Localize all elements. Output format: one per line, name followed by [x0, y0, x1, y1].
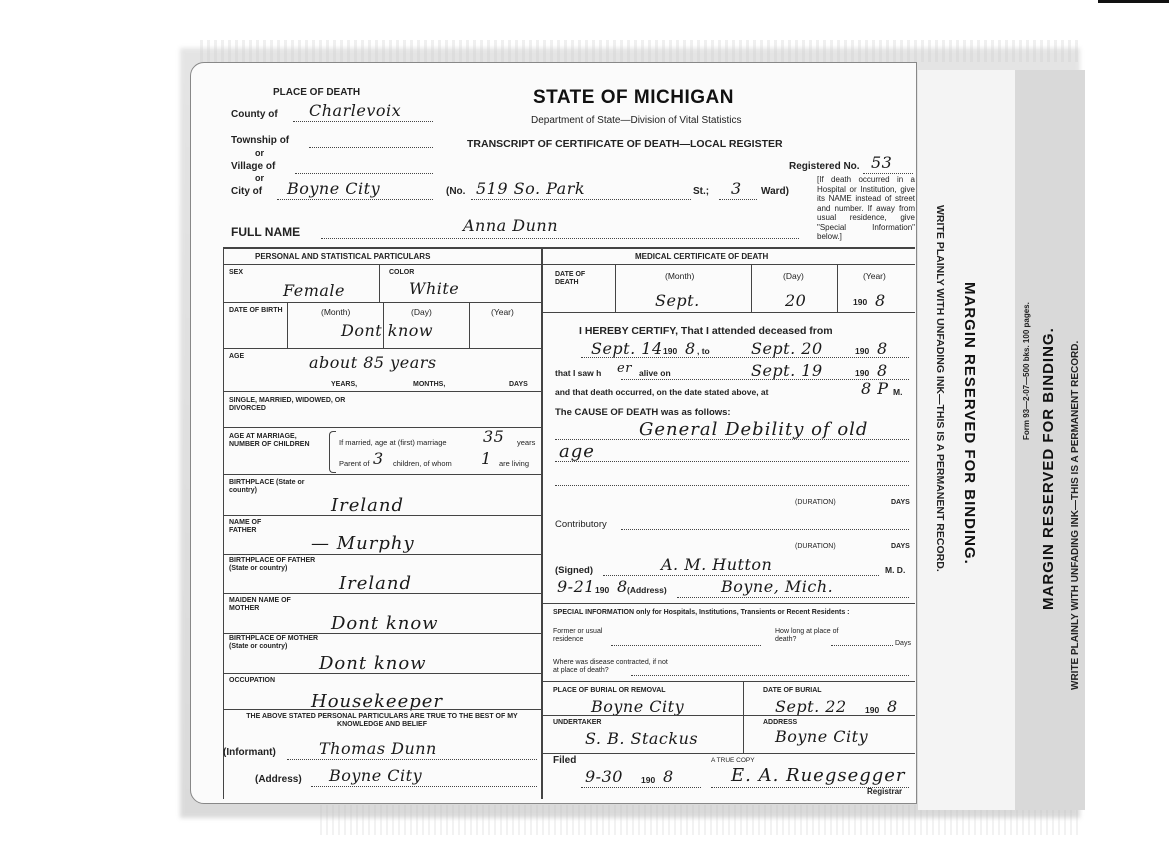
- sign-year-prefix: 190: [595, 585, 610, 595]
- township-line: [309, 147, 433, 148]
- ward-line: [719, 199, 757, 200]
- medical-heading: MEDICAL CERTIFICATE OF DEATH: [635, 252, 769, 261]
- death-certificate: [190, 62, 917, 804]
- cause-line-2: age: [559, 441, 595, 462]
- dob-label: DATE OF BIRTH: [229, 307, 283, 314]
- registrar-label: Registrar: [867, 787, 903, 796]
- filed-year-prefix: 190: [641, 775, 656, 785]
- age-days-label: DAYS: [509, 381, 528, 388]
- father-birthplace-label: BIRTHPLACE OF FATHER (State or country): [229, 557, 316, 572]
- how-long-days: Days: [895, 640, 911, 647]
- are-living-label: are living: [499, 459, 530, 468]
- rule: [541, 681, 915, 682]
- undertaker-label: UNDERTAKER: [553, 719, 602, 726]
- death-year-label: (Year): [863, 271, 886, 281]
- time-value: 8 P: [861, 379, 889, 398]
- ward-value: 3: [731, 179, 742, 198]
- death-month-label: (Month): [665, 271, 695, 281]
- rule: [541, 312, 915, 313]
- last-saw-suffix: er: [617, 361, 632, 376]
- rule: [223, 554, 541, 555]
- parent-of-label: Parent of: [339, 459, 370, 468]
- sign-date-value: 9-21: [557, 577, 595, 596]
- or-text-2: or: [255, 173, 264, 183]
- rule: [469, 302, 470, 348]
- death-year-prefix: 190: [853, 297, 868, 307]
- occupation-value: Housekeeper: [311, 691, 444, 712]
- md-address-label: (Address): [627, 585, 667, 595]
- rule: [751, 264, 752, 312]
- ward-label: Ward): [761, 186, 789, 197]
- mother-value: Dont know: [331, 613, 439, 634]
- sex-label: SEX: [229, 269, 244, 276]
- filed-label: Filed: [553, 755, 577, 766]
- rule: [287, 302, 288, 348]
- attestation-text: THE ABOVE STATED PERSONAL PARTICULARS ARE TRUE TO THE BEST OF MY KNOWLEDGE AND BELIEF: [246, 713, 518, 728]
- rule: [631, 675, 909, 676]
- attended-from-year-prefix: 190: [663, 346, 678, 356]
- city-line: [277, 199, 433, 200]
- former-residence-label: Former or usual residence: [553, 628, 603, 643]
- burial-year-prefix: 190: [865, 705, 880, 715]
- true-copy-label: A TRUE COPY: [711, 757, 755, 764]
- burial-year: 8: [887, 697, 898, 716]
- marriage-age-value: 35: [483, 427, 505, 446]
- rule: [541, 715, 915, 716]
- informant-value: Thomas Dunn: [319, 739, 437, 758]
- rule: [223, 709, 541, 710]
- burial-place-value: Boyne City: [591, 697, 685, 716]
- if-married-label: If married, age at (first) marriage: [339, 438, 447, 447]
- informant-address-value: Boyne City: [329, 766, 423, 785]
- rule: [555, 485, 909, 486]
- attended-from-value: Sept. 14: [591, 339, 663, 358]
- rule: [541, 753, 915, 754]
- dob-year-label: (Year): [491, 307, 514, 317]
- attended-to-year-prefix: 190: [855, 346, 870, 356]
- rule: [223, 302, 541, 303]
- father-birthplace-value: Ireland: [339, 573, 412, 594]
- rule: [223, 391, 541, 392]
- rule: [311, 786, 537, 787]
- township-label: Township of: [231, 135, 290, 146]
- age-marriage-label: AGE AT MARRIAGE, NUMBER OF CHILDREN: [229, 433, 310, 448]
- rule: [615, 264, 616, 312]
- birthplace-value: Ireland: [331, 495, 404, 516]
- cause-line-1: General Debility of old: [639, 419, 869, 440]
- column-divider: [541, 247, 543, 799]
- rule: [621, 529, 909, 530]
- rule: [223, 673, 541, 674]
- sign-year: 8: [617, 577, 628, 596]
- margin-form-note: Form 93—2-07—500 bks. 100 pages.: [1022, 302, 1031, 440]
- rule: [223, 633, 541, 634]
- street-value: 519 So. Park: [476, 179, 586, 198]
- rule: [223, 264, 541, 265]
- rule: [329, 431, 336, 473]
- death-day-label: (Day): [783, 271, 804, 281]
- registrar-signature: E. A. Ruegsegger: [731, 765, 906, 786]
- attended-from-year: 8: [685, 339, 696, 358]
- attended-to-year: 8: [877, 339, 888, 358]
- county-label: County of: [231, 109, 278, 120]
- duration-label-1: (DURATION): [795, 499, 836, 506]
- rule: [223, 474, 541, 475]
- registered-value: 53: [871, 153, 893, 172]
- alive-date-value: Sept. 19: [751, 361, 823, 380]
- burial-date-value: Sept. 22: [775, 697, 847, 716]
- father-value: — Murphy: [311, 533, 415, 554]
- signed-value: A. M. Hutton: [661, 555, 773, 574]
- occurred-text: and that death occurred, on the date stated above, at: [555, 387, 769, 397]
- place-of-death-heading: PLACE OF DEATH: [273, 87, 361, 98]
- filed-value: 9-30: [585, 767, 623, 786]
- full-name-label: FULL NAME: [231, 225, 301, 239]
- alive-on-label: alive on: [639, 368, 671, 378]
- dob-day-label: (Day): [411, 307, 432, 317]
- rule: [379, 264, 380, 302]
- living-count: 1: [481, 449, 492, 468]
- death-month-value: Sept.: [655, 291, 700, 310]
- or-text-1: or: [255, 148, 264, 158]
- rule: [555, 439, 909, 440]
- md-address-value: Boyne, Mich.: [721, 577, 834, 596]
- margin-write-plainly: WRITE PLAINLY WITH UNFADING INK—THIS IS A PERMANENT RECORD.: [934, 205, 946, 572]
- date-of-death-label: DATE OF DEATH: [555, 271, 586, 286]
- filed-year: 8: [663, 767, 674, 786]
- duration-days-2: DAYS: [891, 543, 910, 550]
- where-contracted-label: Where was disease contracted, if not at place of death?: [553, 659, 668, 674]
- margin-write-plainly-2: WRITE PLAINLY WITH UNFADING INK—THIS IS A PERMANENT RECORD.: [1070, 340, 1081, 690]
- rule: [287, 759, 537, 760]
- mother-birthplace-value: Dont know: [319, 653, 427, 674]
- frame-left-rule: [223, 247, 224, 799]
- rule: [541, 264, 915, 265]
- special-info-label: SPECIAL INFORMATION only for Hospitals, Institutions, Transients or Recent Residents :: [553, 609, 850, 616]
- state-title: STATE OF MICHIGAN: [533, 87, 734, 108]
- mother-label: MAIDEN NAME OF MOTHER: [229, 597, 291, 612]
- children-count: 3: [373, 449, 384, 468]
- death-day-value: 20: [785, 291, 807, 310]
- color-label: COLOR: [389, 269, 415, 276]
- street-st-label: St.;: [693, 186, 710, 197]
- rule: [837, 264, 838, 312]
- frame-top-rule: [223, 247, 915, 249]
- rule: [743, 681, 744, 753]
- hospital-note: [If death occurred in a Hospital or Institution, give its NAME instead of street and number. If away from usual residence, give "Special Information" below.]: [817, 175, 915, 241]
- street-no-label: (No.: [446, 186, 466, 197]
- alive-year-prefix: 190: [855, 368, 870, 378]
- city-value: Boyne City: [287, 179, 381, 198]
- dob-month-label: (Month): [321, 307, 351, 317]
- personal-heading: PERSONAL AND STATISTICAL PARTICULARS: [255, 252, 431, 261]
- dob-value: Dont know: [341, 321, 434, 340]
- scan-corner-mark: [1098, 0, 1169, 3]
- time-m-suffix: M.: [893, 387, 903, 397]
- duration-label-2: (DURATION): [795, 543, 836, 550]
- marriage-years-label: years: [517, 438, 536, 447]
- children-of-whom-label: children, of whom: [393, 459, 452, 468]
- cause-label: The CAUSE OF DEATH was as follows:: [555, 407, 731, 418]
- marital-label: SINGLE, MARRIED, WIDOWED, OR DIVORCED: [229, 397, 346, 412]
- registered-line: [863, 173, 913, 174]
- rule: [677, 597, 909, 598]
- certify-text: I HEREBY CERTIFY, That I attended deceased from: [579, 325, 833, 337]
- rule: [223, 348, 541, 349]
- transcript-title: TRANSCRIPT OF CERTIFICATE OF DEATH—LOCAL REGISTER: [467, 138, 783, 150]
- margin-reserved-text: MARGIN RESERVED FOR BINDING.: [961, 282, 978, 565]
- margin-reserved-text-2: MARGIN RESERVED FOR BINDING.: [1040, 327, 1057, 610]
- rule: [581, 787, 701, 788]
- registered-label: Registered No.: [789, 161, 860, 172]
- duration-days-1: DAYS: [891, 499, 910, 506]
- age-years-label: YEARS,: [331, 381, 358, 388]
- full-name-line: [321, 238, 799, 239]
- attended-to-word: , to: [697, 346, 710, 356]
- md-label: M. D.: [885, 565, 906, 575]
- county-line: [293, 121, 433, 122]
- undertaker-address-value: Boyne City: [775, 727, 869, 746]
- birthplace-label: BIRTHPLACE (State or country): [229, 479, 305, 494]
- occupation-label: OCCUPATION: [229, 677, 276, 684]
- father-label: NAME OF FATHER: [229, 519, 262, 534]
- sex-value: Female: [283, 281, 345, 300]
- color-value: White: [409, 279, 460, 298]
- street-line: [471, 199, 691, 200]
- how-long-label: How long at place of death?: [775, 628, 839, 643]
- rule: [831, 645, 893, 646]
- department-line: Department of State—Division of Vital Statistics: [531, 115, 742, 126]
- village-line: [295, 173, 433, 174]
- rule: [541, 603, 915, 604]
- age-value: about 85 years: [309, 353, 437, 372]
- county-value: Charlevoix: [309, 101, 402, 120]
- rule: [223, 515, 541, 516]
- rule: [555, 461, 909, 462]
- rule: [223, 593, 541, 594]
- alive-year: 8: [877, 361, 888, 380]
- burial-date-label: DATE OF BURIAL: [763, 687, 822, 694]
- village-label: Village of: [231, 161, 276, 172]
- death-year-value: 8: [875, 291, 886, 310]
- informant-label: (Informant): [223, 747, 276, 758]
- signed-label: (Signed): [555, 565, 593, 576]
- rule: [611, 645, 761, 646]
- burial-place-label: PLACE OF BURIAL OR REMOVAL: [553, 687, 666, 694]
- contributory-label: Contributory: [555, 519, 607, 530]
- undertaker-value: S. B. Stackus: [585, 729, 699, 748]
- age-months-label: MONTHS,: [413, 381, 446, 388]
- city-label: City of: [231, 186, 263, 197]
- mother-birthplace-label: BIRTHPLACE OF MOTHER (State or country): [229, 635, 319, 650]
- age-label: AGE: [229, 353, 245, 360]
- undertaker-address-label: ADDRESS: [763, 719, 798, 726]
- attended-to-value: Sept. 20: [751, 339, 823, 358]
- rule: [603, 575, 879, 576]
- full-name-value: Anna Dunn: [463, 216, 559, 235]
- last-saw-text: that I saw h: [555, 368, 602, 378]
- informant-address-label: (Address): [255, 774, 302, 785]
- rule: [581, 357, 909, 358]
